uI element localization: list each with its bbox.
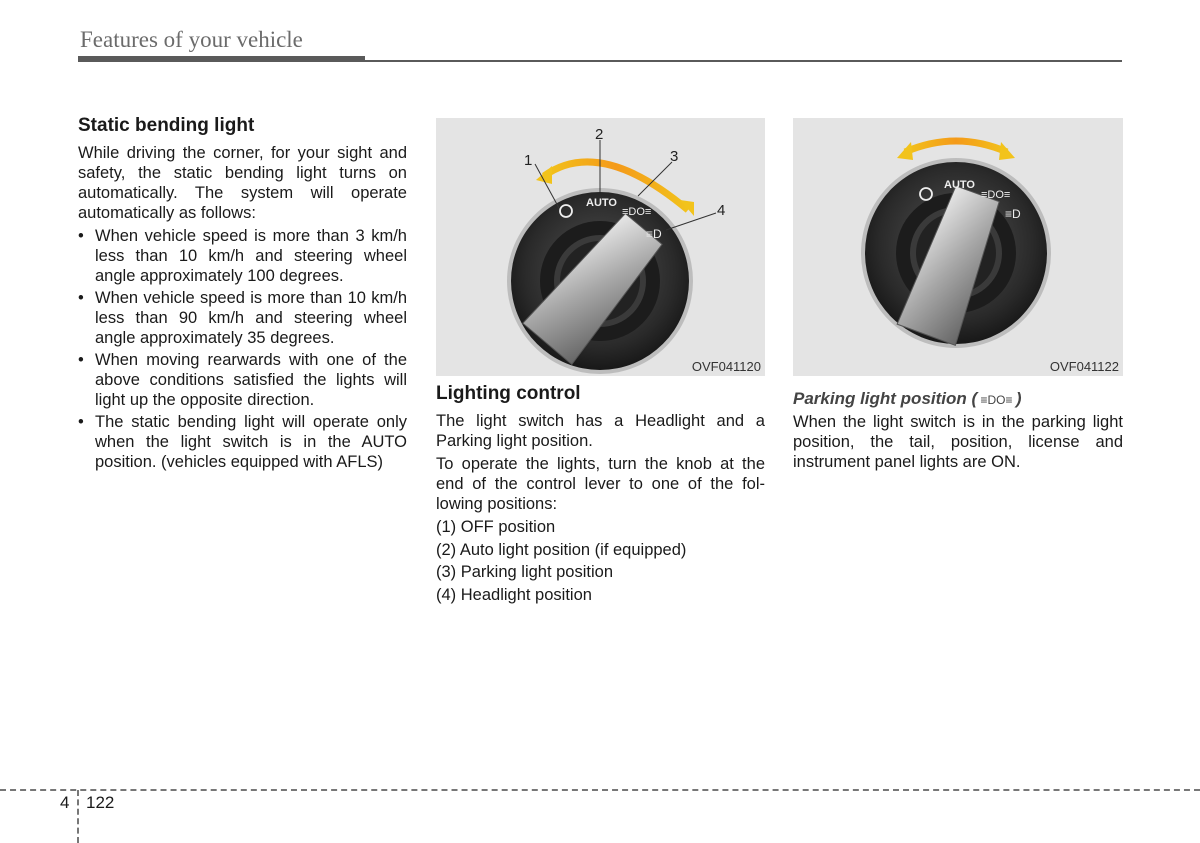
list-item: • When vehicle speed is more than 10 km/h less than 90 km/h and steering wheel angle approximately 35 degrees. <box>78 288 407 348</box>
figure-code: OVF041120 <box>691 359 761 374</box>
list-item: (2) Auto light position (if equipped) <box>436 540 687 559</box>
list-item: (4) Headlight position <box>436 585 592 604</box>
header-rule-thin <box>365 60 1122 62</box>
section-heading <box>793 388 1123 411</box>
footer-divider <box>77 790 79 843</box>
section-heading: Static bending light <box>78 115 255 136</box>
page-number: 122 <box>86 793 115 812</box>
light-switch-knob-illustration <box>436 118 765 376</box>
list-item: • The static bending light will operate only when the light switch is in the AUTO position. (vehicles equipped with AFLS) <box>78 412 407 472</box>
light-switch-figure-parking <box>793 118 1123 376</box>
callout-1: 1 <box>524 152 533 169</box>
list-item: (1) OFF position <box>436 518 556 536</box>
auto-marker-label: AUTO <box>586 197 617 209</box>
callout-2: 2 <box>595 126 604 143</box>
heading-suffix: ) <box>1015 389 1022 408</box>
parking-light-icon: ≡DO≡ <box>622 206 652 218</box>
heading-prefix: Parking light position ( <box>793 389 978 408</box>
paragraph: When the light switch is in the parking light position, the tail, position, license and instrument panel lights are ON. <box>793 413 1123 471</box>
footer-rule <box>0 789 1200 791</box>
page-header-title: Features of your vehicle <box>80 27 303 52</box>
paragraph: To operate the lights, turn the knob at the end of the control lever to one of the fol-lowing positions: <box>436 455 765 513</box>
list-item: • When moving rearwards with one of the above conditions satisfied the lights will light up the opposite direction. <box>78 350 407 410</box>
position-list <box>436 517 765 605</box>
headlight-icon: ≡D <box>646 227 662 241</box>
callout-4: 4 <box>717 202 726 219</box>
light-switch-knob-illustration <box>793 118 1123 376</box>
section-intro: While driving the corner, for your sight and safety, the static bending light turns on automatically. The system will operate automatically as follows: <box>78 144 407 222</box>
parking-light-icon: ≡DO≡ <box>981 189 1011 201</box>
lighting-control-section <box>436 382 765 607</box>
figure-code: OVF041122 <box>1049 359 1119 374</box>
callout-3: 3 <box>670 148 679 165</box>
section-heading: Lighting control <box>436 383 581 404</box>
auto-marker-label: AUTO <box>944 179 975 191</box>
parking-light-section <box>793 388 1123 475</box>
light-switch-figure-positions <box>436 118 765 376</box>
header-rule-thick <box>78 56 365 62</box>
paragraph: The light switch has a Headlight and a Parking light position. <box>436 412 765 450</box>
list-item: • When vehicle speed is more than 3 km/h less than 10 km/h and steering wheel angle approximately 100 degrees. <box>78 226 407 286</box>
static-bending-light-section <box>78 114 407 474</box>
list-item: (3) Parking light position <box>436 563 614 581</box>
parking-light-icon: ≡DO≡ <box>977 393 1016 407</box>
headlight-icon: ≡D <box>1005 207 1021 221</box>
condition-list <box>78 226 407 472</box>
chapter-number: 4 <box>60 793 70 812</box>
